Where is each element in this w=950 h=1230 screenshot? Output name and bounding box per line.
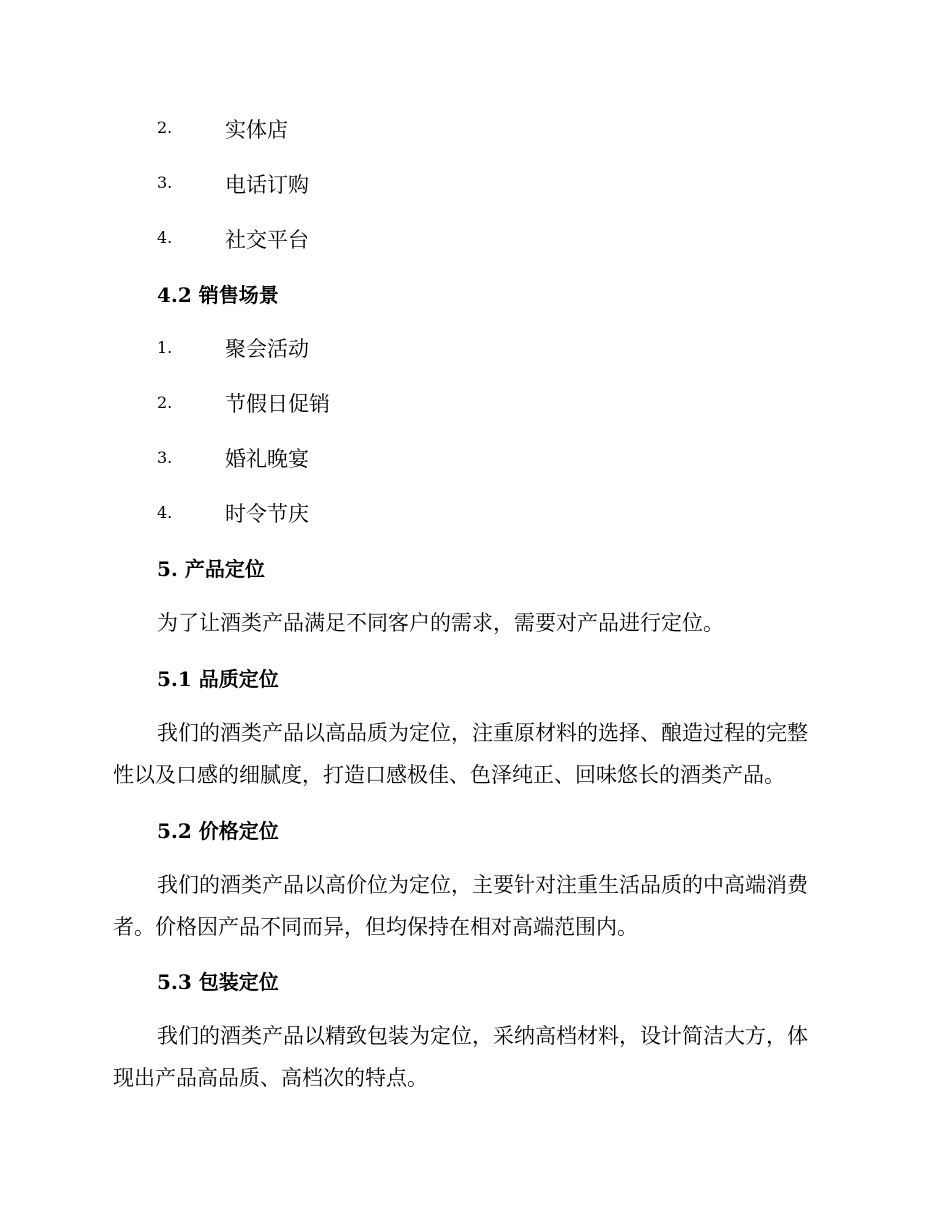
list-item-number: 2. — [157, 393, 173, 412]
list-item-number: 3. — [157, 448, 173, 467]
list-item-text: 节假日促销 — [225, 392, 330, 416]
paragraph-5-3-line-2: 现出产品高品质、高档次的特点。 — [113, 1066, 428, 1090]
list-item-number: 4. — [157, 228, 173, 247]
paragraph-5: 为了让酒类产品满足不同客户的需求，需要对产品进行定位。 — [157, 611, 724, 635]
list-item-number: 4. — [157, 503, 173, 522]
list-item-text: 社交平台 — [225, 228, 309, 252]
section-heading-5-1: 5.1 品质定位 — [157, 667, 279, 691]
list-item-number: 2. — [157, 118, 173, 137]
section-heading-5: 5. 产品定位 — [157, 557, 265, 581]
paragraph-5-3-line-1: 我们的酒类产品以精致包装为定位，采纳高档材料，设计简洁大方，体 — [157, 1024, 808, 1048]
section-heading-5-2: 5.2 价格定位 — [157, 819, 279, 843]
paragraph-5-1-line-1: 我们的酒类产品以高品质为定位，注重原材料的选择、酿造过程的完整 — [157, 721, 808, 745]
list-item-text: 聚会活动 — [225, 337, 309, 361]
list-item-number: 3. — [157, 173, 173, 192]
section-heading-4-2: 4.2 销售场景 — [157, 283, 279, 307]
list-item-text: 实体店 — [225, 118, 288, 142]
paragraph-5-1-line-2: 性以及口感的细腻度，打造口感极佳、色泽纯正、回味悠长的酒类产品。 — [113, 763, 785, 787]
section-heading-5-3: 5.3 包装定位 — [157, 970, 279, 994]
paragraph-5-2-line-2: 者。价格因产品不同而异，但均保持在相对高端范围内。 — [113, 915, 638, 939]
list-item-text: 时令节庆 — [225, 502, 309, 526]
list-item-text: 电话订购 — [225, 173, 309, 197]
paragraph-5-2-line-1: 我们的酒类产品以高价位为定位，主要针对注重生活品质的中高端消费 — [157, 873, 808, 897]
list-item-text: 婚礼晚宴 — [225, 447, 309, 471]
list-item-number: 1. — [157, 338, 173, 357]
